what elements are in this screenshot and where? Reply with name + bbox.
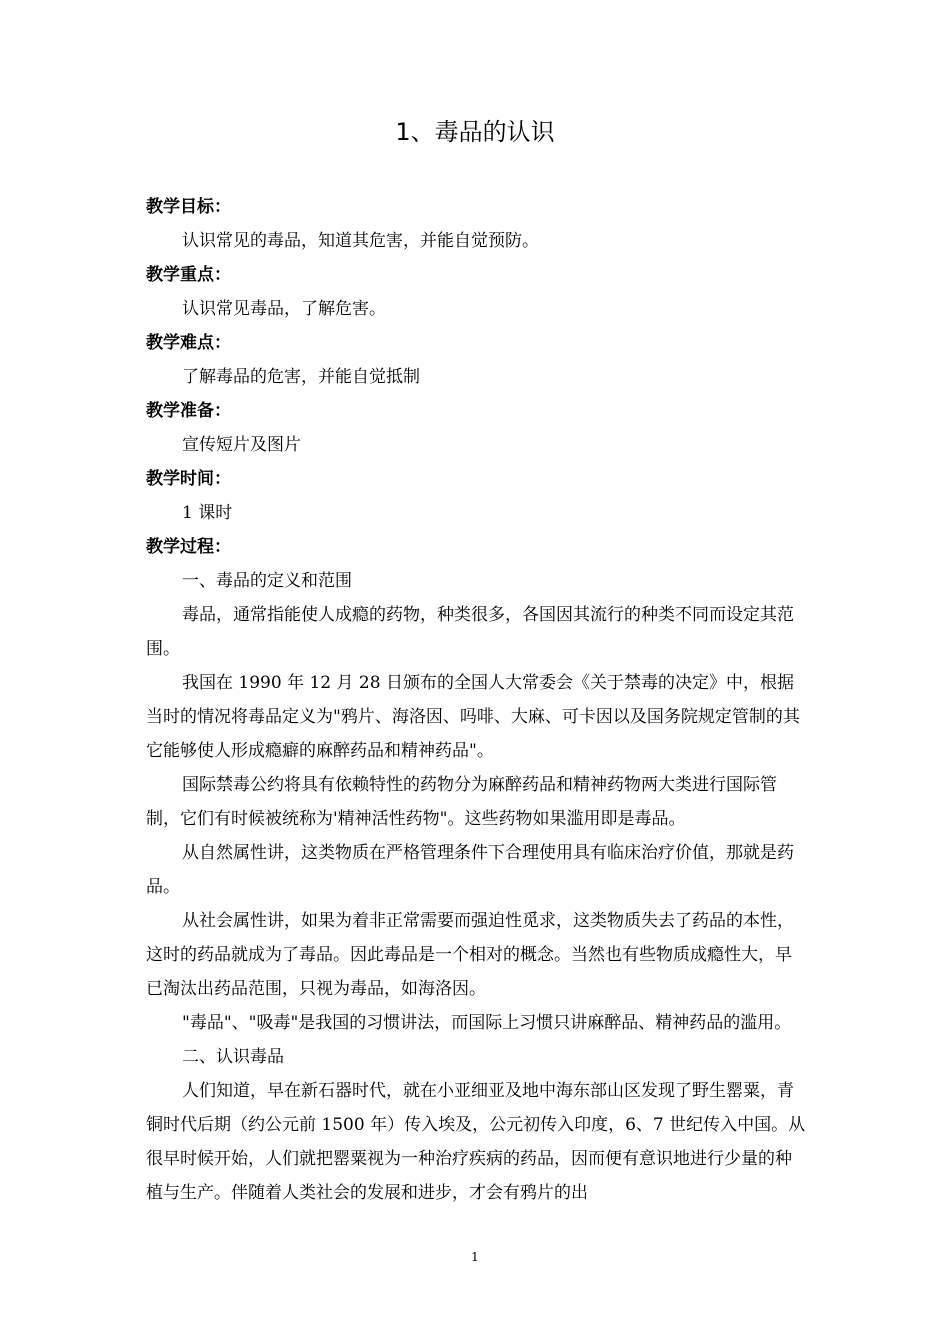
section-heading-difficulty: 教学难点： xyxy=(146,333,231,353)
page-number: 1 xyxy=(471,1250,479,1264)
subsection-title-recognize: 二、认识毒品 xyxy=(182,1047,284,1067)
section-text-preparation: 宣传短片及图片 xyxy=(182,435,301,455)
paragraph: 国际禁毒公约将具有依赖特性的药物分为麻醉药品和精神药物两大类进行国际管制，它们有时候被统称为'精神活性药物"。这些药物如果滥用即是毒品。 xyxy=(146,775,777,829)
paragraph: 从自然属性讲，这类物质在严格管理条件下合理使用具有临床治疗价值，那就是药品。 xyxy=(146,843,794,897)
section-text-time: 1 课时 xyxy=(182,503,233,523)
section-heading-time: 教学时间： xyxy=(146,469,231,489)
section-heading-key-point: 教学重点： xyxy=(146,265,231,285)
section-text-key-point: 认识常见毒品，了解危害。 xyxy=(182,299,386,319)
section-heading-preparation: 教学准备： xyxy=(146,401,231,421)
document-body xyxy=(146,190,806,1210)
paragraph: 我国在 1990 年 12 月 28 日颁布的全国人大常委会《关于禁毒的决定》中，根据当时的情况将毒品定义为"鸦片、海洛因、吗啡、大麻、可卡因以及国务院规定管制的其它能够使人形成瘾癖的麻醉药品和精神药品"。 xyxy=(146,673,800,761)
section-text-difficulty: 了解毒品的危害，并能自觉抵制 xyxy=(182,367,420,387)
section-text-objective: 认识常见的毒品，知道其危害，并能自觉预防。 xyxy=(182,231,539,251)
paragraph: 毒品，通常指能使人成瘾的药物，种类很多，各国因其流行的种类不同而设定其范围。 xyxy=(146,605,794,659)
section-heading-objective: 教学目标： xyxy=(146,197,231,217)
paragraph: 人们知道，早在新石器时代，就在小亚细亚及地中海东部山区发现了野生罂粟，青铜时代后期（约公元前 1500 年）传入埃及，公元初传入印度，6、7 世纪传入中国。从很早时候开始，人们就把罂粟视为一种治疗疾病的药品，因而便有意识地进行少量的种植与生产。伴随着人类社会的发展和进步，才会有鸦片的出 xyxy=(146,1081,806,1203)
subsection-title-definition: 一、毒品的定义和范围 xyxy=(182,571,352,591)
paragraph: "毒品"、"吸毒"是我国的习惯讲法，而国际上习惯只讲麻醉品、精神药品的滥用。 xyxy=(182,1013,792,1033)
paragraph: 从社会属性讲，如果为着非正常需要而强迫性觅求，这类物质失去了药品的本性，这时的药品就成为了毒品。因此毒品是一个相对的概念。当然也有些物质成瘾性大，早已淘汰出药品范围，只视为毒品，如海洛因。 xyxy=(146,911,794,999)
page-title: 1、毒品的认识 xyxy=(395,118,555,146)
section-heading-process: 教学过程： xyxy=(146,537,231,557)
